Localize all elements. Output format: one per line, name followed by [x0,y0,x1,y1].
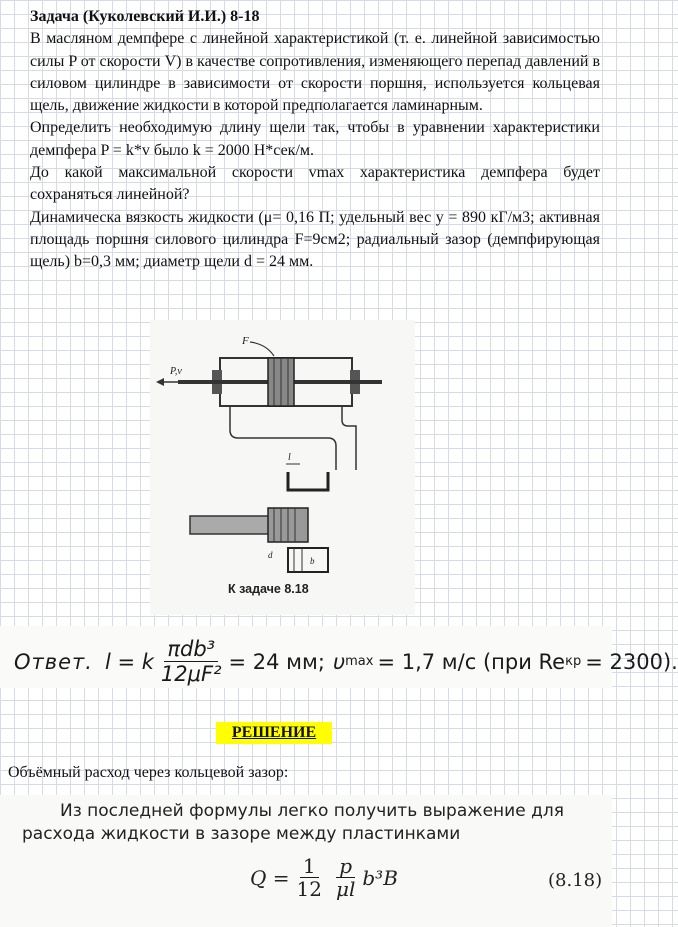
figure-caption: К задаче 8.18 [228,582,309,596]
problem-paragraph-3: До какой максимальной скорости vmax характеристика демпфера будет сохраняться линейной? [30,164,600,204]
answer-label: Ответ. [14,649,93,674]
problem-statement [30,6,600,274]
answer-l-eq: l = k [104,649,154,674]
gap-rod [190,516,274,534]
answer-line: Ответ. l = k $\frac{\text{πdb³}}{\text{12μF²}}$ = 24 мм; υ max = 1,7 м/с (при Re кр = 2300). [14,637,678,686]
problem-title: Задача (Куколевский И.И.) 8-18 [30,8,260,25]
formula-number: (8.18) [548,870,603,891]
gap-channel [288,472,328,490]
answer-re-result: = 2300). [585,649,678,674]
damper-diagram [150,320,415,615]
problem-paragraph-1: В масляном демпфере с линейной характеристикой (т. е. линейной зависимостью силы P от скорости V) в качестве сопротивления, изменяющего перепад давлений в силовом цилиндре в зависимости от скорости поршня, используется кольцевая щель, движение жидкости в которой предполагается ламинарным. [30,30,600,115]
answer-v-symbol: υ [332,649,346,674]
solution-heading: РЕШЕНИЕ [216,722,332,744]
answer-fraction [158,638,225,685]
problem-paragraph-2: Определить необходимую длину щели так, чтобы в уравнении характеристики демпфера P = k*v было k = 2000 Н*сек/м. [30,119,600,159]
formula-fraction-2-numerator: p [336,856,355,878]
fluid-line-right [342,406,356,470]
fluid-line-left [230,406,336,470]
pv-arrowhead [156,378,164,386]
force-label: F [242,335,249,347]
formula-lhs: Q = [250,865,290,890]
formula-fraction-2 [333,856,358,899]
book-excerpt-text: Из последней формулы легко получить выражение для расхода жидкости в зазоре между пластинками [22,801,564,844]
formula-fraction-1-numerator: 1 [300,856,319,878]
pv-label: P,v [170,366,182,377]
force-leader [250,342,274,356]
problem-paragraph-4: Динамическа вязкость жидкости (μ= 0,16 П; удельный вес у = 890 кГ/м3; активная площадь поршня силового цилиндра F=9см2; радиальный зазор (демпфирующая щель) b=0,3 мм; диаметр щели d = 24 мм. [30,208,600,271]
formula-tail: b³B [362,865,398,890]
answer-fraction-numerator: πdb³ [164,638,218,662]
formula-fraction-1-denominator: 12 [296,877,322,901]
answer-v-result: = 1,7 м/с (при Re [377,649,566,674]
l-label: l [288,452,291,463]
b-label: b [310,556,315,566]
flow-rate-text: Объёмный расход через кольцевой зазор: [8,764,289,781]
formula-fraction-2-denominator: μl [335,877,356,901]
damper-figure [150,320,415,615]
answer-fraction-denominator: 12μF² [160,662,222,686]
answer-length-result: = 24 мм; [228,649,325,674]
d-label: d [268,550,273,560]
formula-fraction-1 [294,856,325,899]
flow-formula [250,856,398,899]
